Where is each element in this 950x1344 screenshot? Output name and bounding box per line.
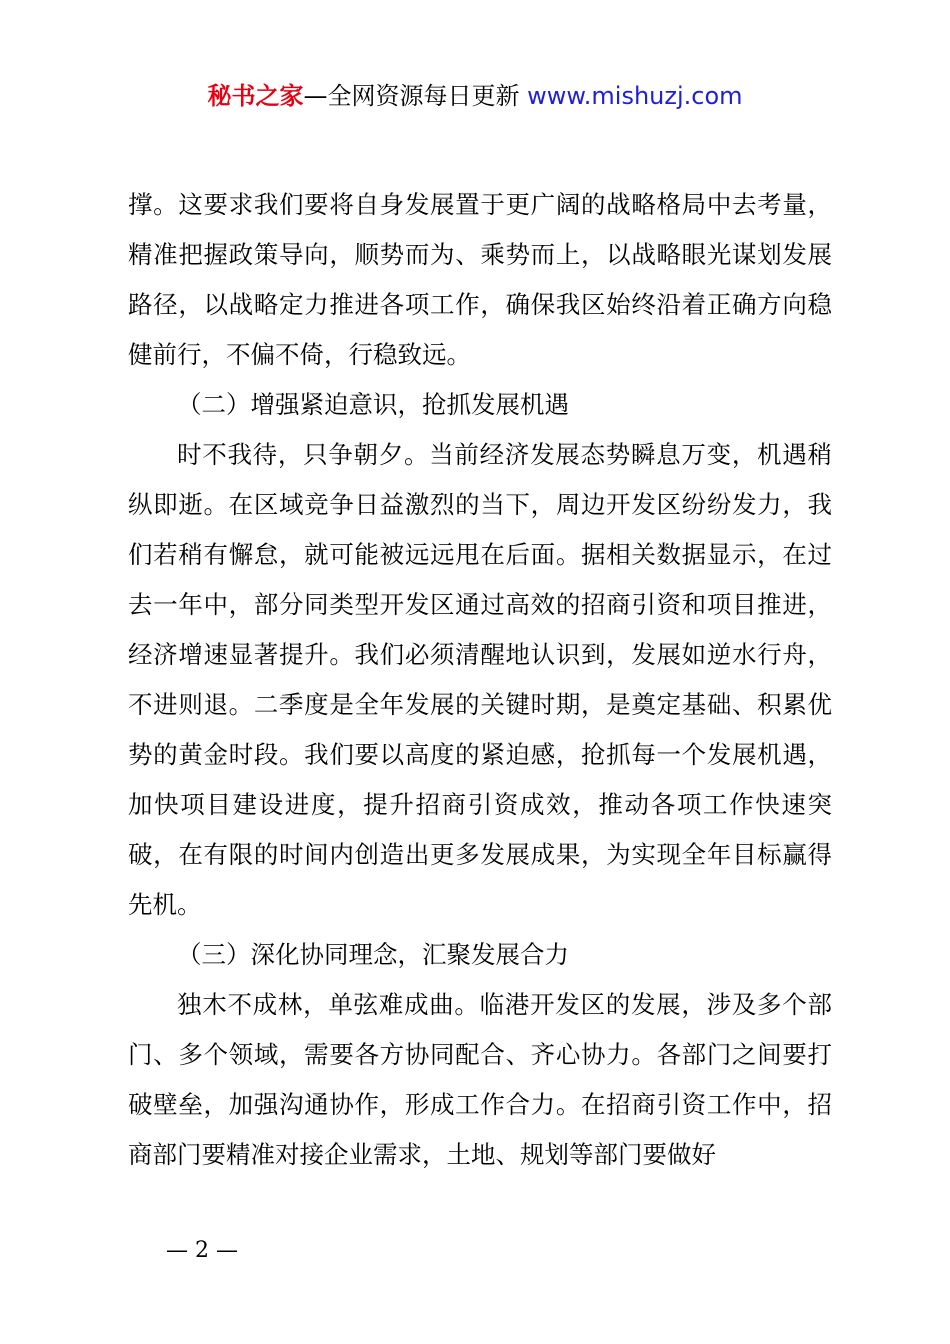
page-number: — 2 — [166, 1238, 238, 1263]
brand-name: 秘书之家 [207, 82, 304, 110]
document-body [128, 180, 832, 1180]
header-tagline: —全网资源每日更新 [303, 82, 520, 110]
site-watermark-header [0, 80, 950, 112]
paragraph-continuation: 撑。这要求我们要将自身发展置于更广阔的战略格局中去考量，精准把握政策导向，顺势而为、乘势而上，以战略眼光谋划发展路径，以战略定力推进各项工作，确保我区始终沿着正确方向稳健前行，不偏不倚，行稳致远。 [128, 190, 832, 369]
site-url: www.mishuzj.com [527, 82, 743, 110]
section-heading-3: （三）深化协同理念，汇聚发展合力 [177, 940, 569, 969]
body-paragraph: 时不我待，只争朝夕。当前经济发展态势瞬息万变，机遇稍纵即逝。在区域竞争日益激烈的当下，周边开发区纷纷发力，我们若稍有懈怠，就可能被远远甩在后面。据相关数据显示，在过去一年中，部分同类型开发区通过高效的招商引资和项目推进，经济增速显著提升。我们必须清醒地认识到，发展如逆水行舟，不进则退。二季度是全年发展的关键时期，是奠定基础、积累优势的黄金时段。我们要以高度的紧迫感，抢抓每一个发展机遇，加快项目建设进度，提升招商引资成效，推动各项工作快速突破，在有限的时间内创造出更多发展成果，为实现全年目标赢得先机。 [128, 440, 832, 919]
section-heading-2: （二）增强紧迫意识，抢抓发展机遇 [177, 390, 569, 419]
body-paragraph: 独木不成林，单弦难成曲。临港开发区的发展，涉及多个部门、多个领域，需要各方协同配合、齐心协力。各部门之间要打破壁垒，加强沟通协作，形成工作合力。在招商引资工作中，招商部门要精准对接企业需求，土地、规划等部门要做好 [128, 990, 832, 1169]
